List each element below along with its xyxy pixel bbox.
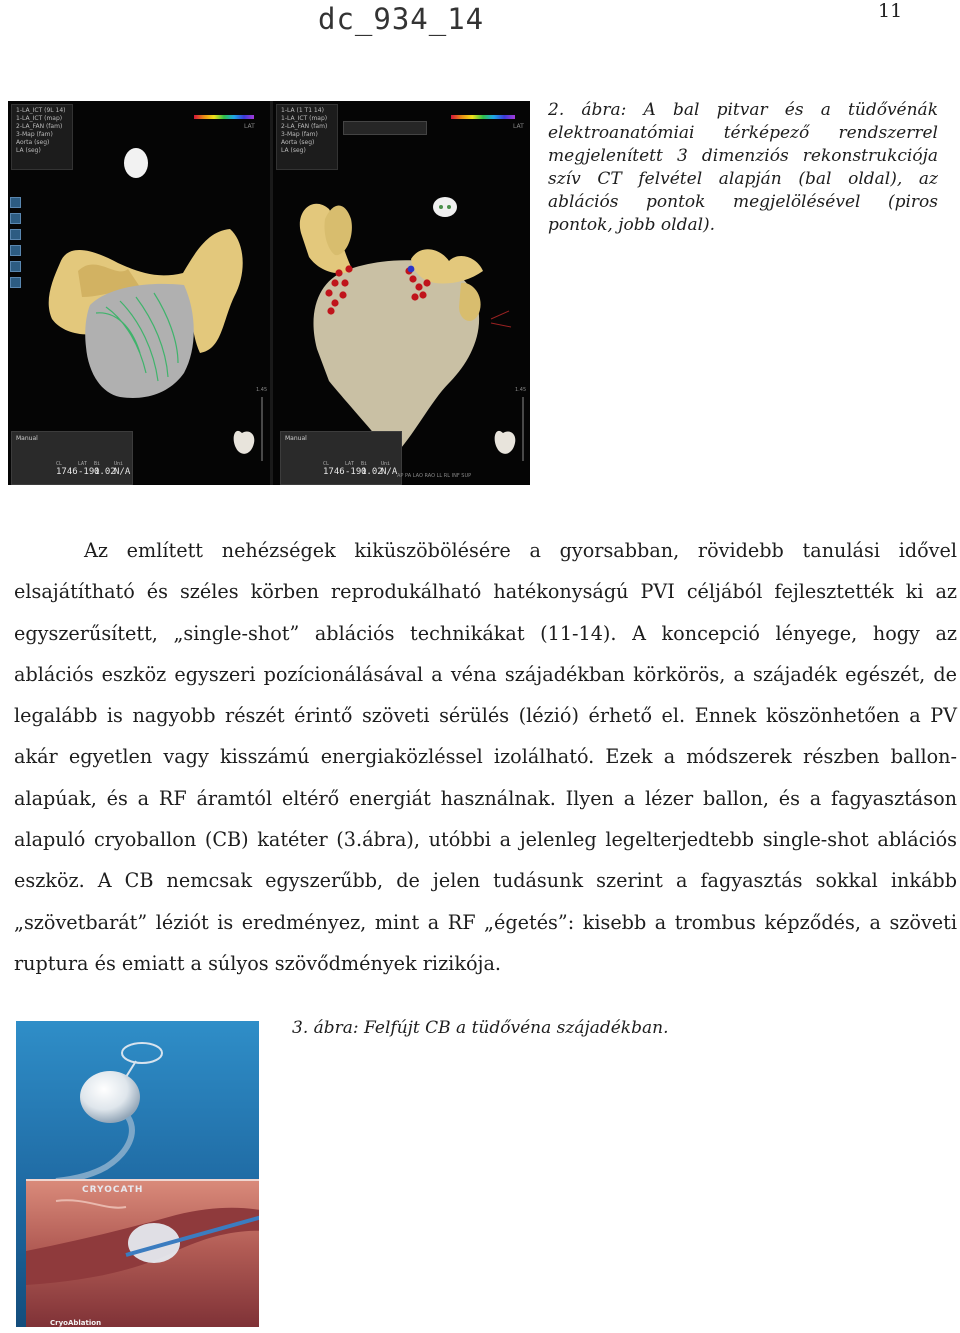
left-map-panel <box>8 101 270 485</box>
cryoablation-label: CryoAblation <box>50 1319 102 1327</box>
right-legend-item: 2-LA_FAN (fam) <box>281 123 328 130</box>
ablation-point <box>339 291 346 298</box>
left-bi-readout: Bi 0.02 <box>94 461 116 477</box>
ablation-point <box>415 283 422 290</box>
right-cl-readout: CL 1746 <box>323 461 345 477</box>
body-text <box>14 530 957 984</box>
left-orientation-marker <box>124 148 148 178</box>
body-paragraph: Az említett nehézségek kiküszöbölésére a gyorsabban, rövidebb tanulási idővel elsajátítható és széles körben reprodukálható hatékonyságú PVI céljából fejlesztették ki az egyszerűsített, „single-shot” ablációs technikákat (11-14). A koncepció lényege, hogy az ablációs eszköz egyszeri pozícionálásával a véna szájadékban körkörös, a szájadék egészét, de legalább is nagyobb részét érintő szöveti sérülés (lézió) érhető el. Ennek köszönhetően a PV akár egyetlen vagy kisszámú energiaközléssel izolálható. Ezek a módszerek részben ballon-alapúak, és a RF áramtól eltérő energiát használnak. Ilyen a lézer ballon, és a fagyasztáson alapuló cryoballon (CB) katéter (3.ábra), utóbbi a jelenleg legelterjedtebb single-shot ablációs eszköz. A CB nemcsak egyszerűbb, de jelen tudásunk szerint a fagyasztás sokkal inkább „szövetbarát” léziót is eredményez, mint a RF „égetés”: kisebb a trombus képződés, a szöveti ruptura és emiatt a súlyos szövődmények rizikója. <box>14 539 957 975</box>
figure-2-image <box>8 101 530 485</box>
left-heart-orientation-icon <box>234 431 255 454</box>
cryoballoon-render <box>16 1021 259 1181</box>
cryoballoon <box>80 1071 140 1123</box>
ablation-point <box>341 279 348 286</box>
left-legend-item: 1-LA_ICT (map) <box>16 115 63 122</box>
right-manual-label: Manual <box>285 435 307 442</box>
right-legend-title: 1-LA (1 T1 14) <box>281 107 324 114</box>
vein-inset <box>26 1179 259 1327</box>
ablation-point <box>331 299 338 306</box>
right-3d-reconstruction <box>273 101 530 485</box>
document-id: dc_934_14 <box>318 2 485 36</box>
left-3d-reconstruction <box>8 101 270 485</box>
right-scale-label: 1.45 <box>515 387 527 393</box>
ablation-point <box>409 275 416 282</box>
right-legend-item: 3-Map (fam) <box>281 131 318 138</box>
right-legend-item: Aorta (seg) <box>281 139 315 146</box>
left-legend-item: Aorta (seg) <box>16 139 50 146</box>
right-lat-label: LAT <box>513 123 524 130</box>
right-legend-item: LA (seg) <box>281 147 306 154</box>
page-number: 11 <box>878 0 903 22</box>
left-legend-item: 2-LA_FAN (fam) <box>16 123 63 130</box>
figure-3-image <box>16 1021 259 1327</box>
left-cl-readout: CL 1746 <box>56 461 78 477</box>
left-legend-title: 1-LA_ICT (9L 14) <box>16 107 66 114</box>
cryocath-logo: CRYOCATH <box>82 1185 144 1195</box>
left-lat-label: LAT <box>244 123 255 130</box>
right-map-panel <box>273 101 530 485</box>
right-heart-orientation-icon <box>495 431 516 454</box>
right-view-labels: AP PA LAO RAO LL RL INF SUP <box>397 473 472 479</box>
ablation-point <box>419 291 426 298</box>
ablation-point <box>331 279 338 286</box>
ablation-point <box>325 289 332 296</box>
left-scale-label: 1.45 <box>256 387 268 393</box>
left-legend-item: 3-Map (fam) <box>16 131 53 138</box>
figure-3-caption: 3. ábra: Felfújt CB a tüdővéna szájadékban. <box>292 1018 669 1038</box>
right-map-surface <box>313 260 479 457</box>
ablation-point <box>327 307 334 314</box>
right-orientation-marker <box>433 197 457 217</box>
ablation-point <box>335 269 342 276</box>
ablation-point <box>423 279 430 286</box>
circular-mapping-loop <box>122 1043 162 1063</box>
catheter-tip-marker <box>408 266 415 273</box>
left-manual-label: Manual <box>16 435 38 442</box>
catheter-shaft <box>56 1117 132 1181</box>
right-uni-readout: Uni N/A <box>381 461 398 477</box>
left-legend-item: LA (seg) <box>16 147 41 154</box>
right-bi-readout: Bi 0.02 <box>361 461 383 477</box>
ablation-point <box>345 265 352 272</box>
vein-illustration <box>26 1181 259 1327</box>
left-lat-readout: LAT -191 <box>78 461 100 477</box>
left-uni-readout: Uni N/A <box>114 461 131 477</box>
right-lat-readout: LAT -191 <box>345 461 367 477</box>
figure-2-caption: 2. ábra: A bal pitvar és a tüdővénák elektroanatómiai térképező rendszerrel megjelenített 3 dimenziós rekonstrukciója szív CT felvétel alapján (bal oldal), az ablációs pontok megjelölésével (piros pontok, jobb oldal). <box>548 100 938 235</box>
right-legend-item: 1-LA_ICT (map) <box>281 115 328 122</box>
ablation-point <box>411 293 418 300</box>
